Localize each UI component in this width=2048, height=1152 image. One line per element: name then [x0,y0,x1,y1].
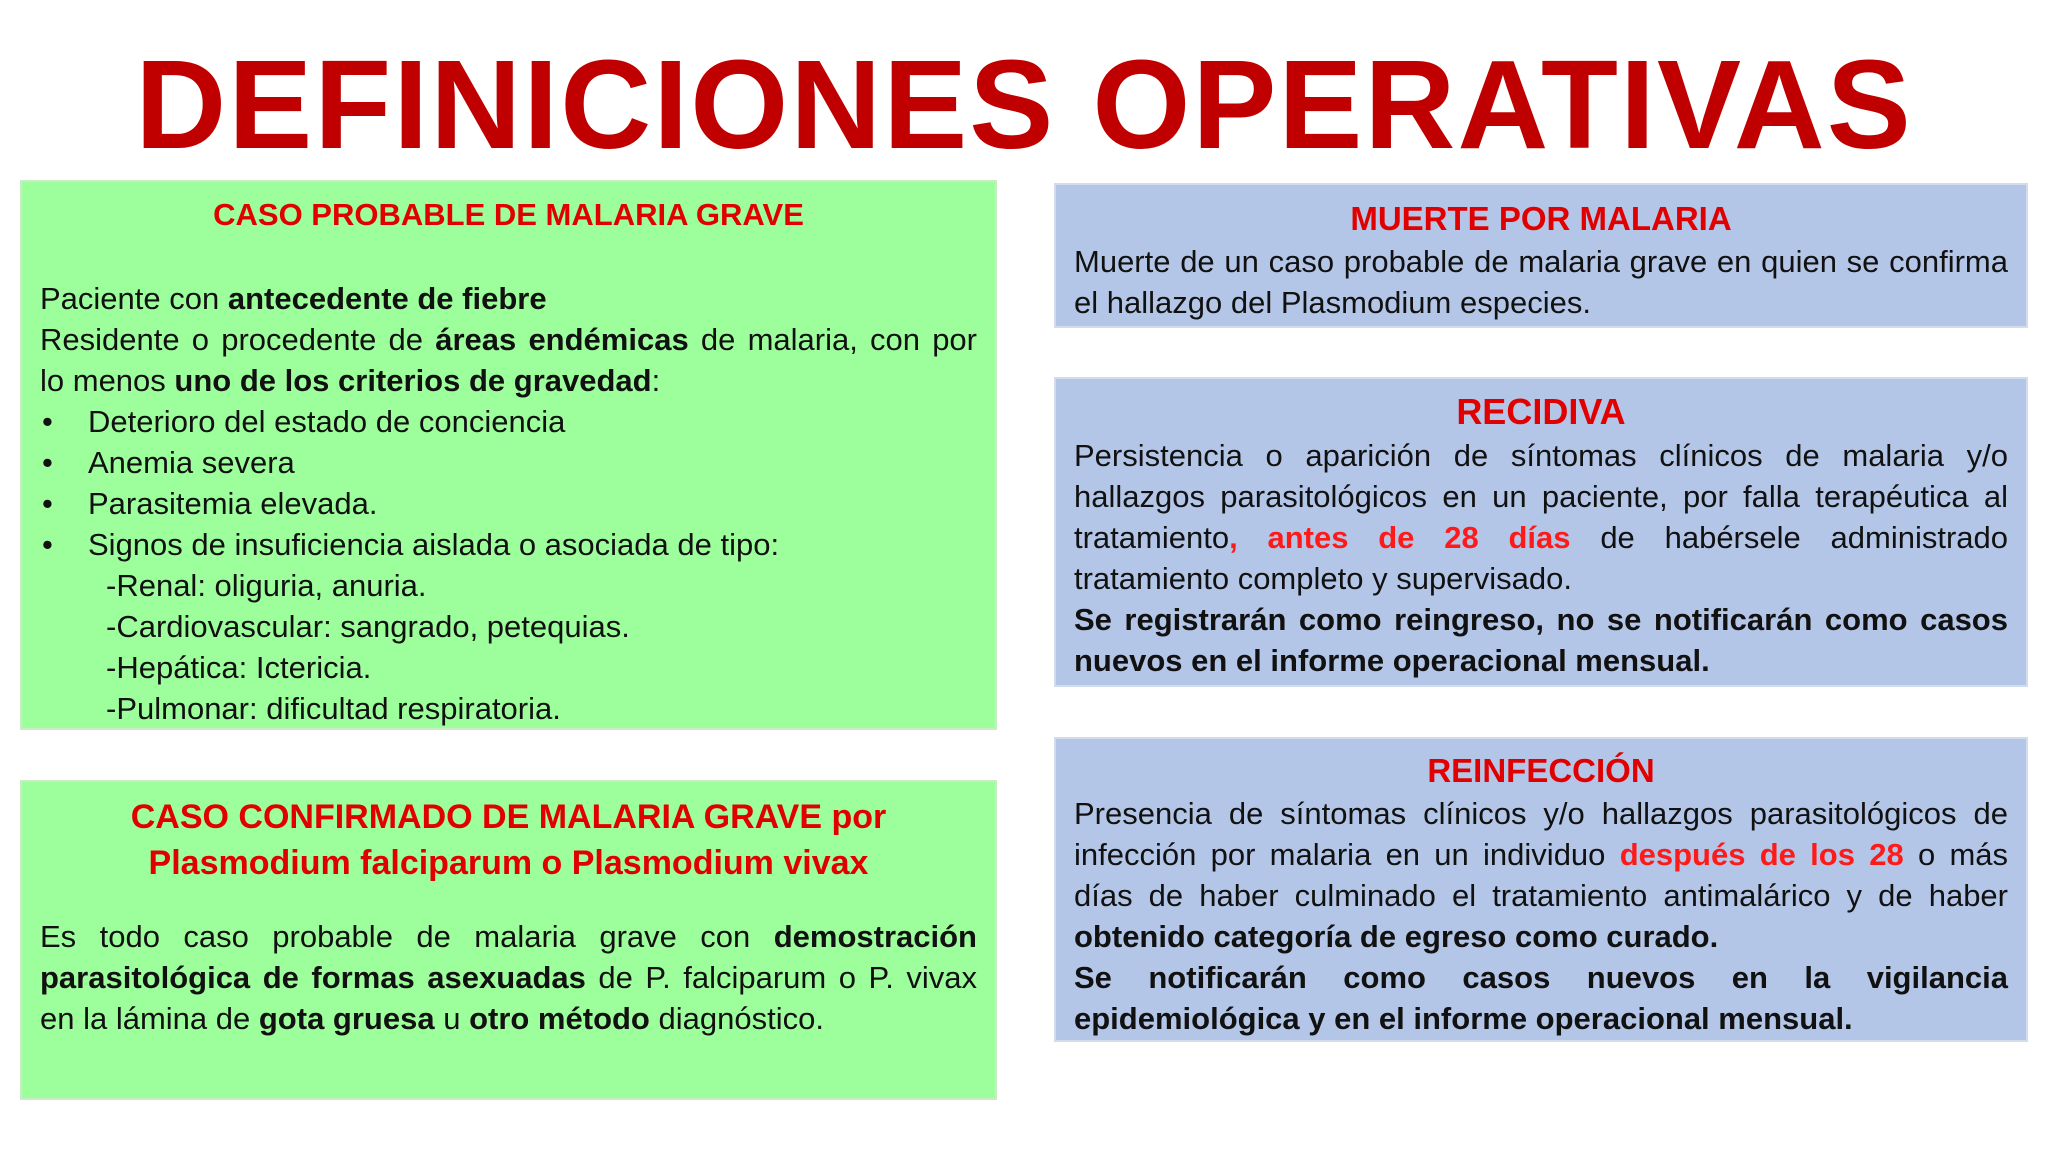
highlight-run: , antes de 28 días [1229,520,1571,555]
reinfection-note [1074,957,2008,1039]
page-title: DEFINICIONES OPERATIVAS [135,34,1913,175]
bullet-icon: • [42,445,53,480]
sub-criteria-item: -Cardiovascular: sangrado, petequias. [106,609,630,644]
death-box [1054,183,2028,328]
criteria-text: Signos de insuficiencia aislada o asociada de tipo: [88,527,780,562]
sub-criteria-item: -Hepática: Ictericia. [106,650,372,685]
confirmed-case-text [40,916,977,1039]
probable-case-heading: CASO PROBABLE DE MALARIA GRAVE [213,197,804,232]
relapse-note [1074,599,2008,681]
text-run: o más días de haber culminado el tratamiento antimalárico y de haber [1074,837,2009,913]
bold-run: antecedente de fiebre [227,281,547,316]
confirmed-case-box [20,780,997,1100]
bold-run: uno de los criterios de gravedad [174,363,652,398]
criteria-item [40,401,977,442]
text-run: Presencia de síntomas clínicos y/o hallazgos parasitológicos de infección por malaria en un individuo [1074,796,2008,872]
bullet-icon: • [42,404,53,439]
criteria-text: Anemia severa [88,445,295,480]
text-run: Paciente con [40,281,228,316]
text-run: Residente o procedente de [40,322,436,357]
bold-run: demostración parasitológica de formas asexuadas [40,919,977,995]
bullet-icon: • [42,527,53,562]
sub-criteria-item: -Renal: oliguria, anuria. [106,568,427,603]
bold-run: otro método [469,1001,650,1036]
probable-line-2 [40,319,977,401]
bold-run: Se notificarán como casos nuevos en la vigilancia epidemiológica y en el informe operacional mensual. [1074,960,2008,1036]
probable-line-1 [40,278,977,319]
bullet-icon: • [42,486,53,521]
criteria-item [40,442,977,483]
highlight-run: después de los 28 [1619,837,1904,872]
relapse-box [1054,377,2028,687]
criteria-item [40,483,977,524]
text-run: de malaria, con por lo menos [40,322,977,398]
text-run: Persistencia o aparición de síntomas clínicos de malaria y/o hallazgos parasitológicos en un paciente, por falla terapéutica al tratamiento [1074,438,2008,555]
reinfection-box [1054,737,2028,1042]
sub-criteria-item: -Pulmonar: dificultad respiratoria. [106,691,561,726]
criteria-text: Deterioro del estado de conciencia [88,404,566,439]
relapse-text [1074,435,2008,599]
bold-run: obtenido categoría de egreso como curado. [1074,919,1719,954]
text-run: de habérsele administrado tratamiento completo y supervisado. [1074,520,2009,596]
criteria-text: Parasitemia elevada. [88,486,378,521]
text-run: u [434,1001,470,1036]
text-run: diagnóstico. [649,1001,824,1036]
reinfection-text [1074,793,2008,957]
death-heading: MUERTE POR MALARIA [1350,200,1732,237]
criteria-item [40,524,977,565]
probable-case-box [20,180,997,730]
text-run: de P. falciparum o P. vivax en la lámina de [40,960,977,1036]
confirmed-case-heading: CASO CONFIRMADO DE MALARIA GRAVE por Plasmodium falciparum o Plasmodium vivax [130,798,887,882]
bold-run: Se registrarán como reingreso, no se notificarán como casos nuevos en el informe operacional mensual. [1074,602,2008,678]
death-text: Muerte de un caso probable de malaria grave en quien se confirma el hallazgo del Plasmodium especies. [1074,244,2008,320]
text-run: Es todo caso probable de malaria grave con [40,919,774,954]
text-run: : [651,363,661,398]
bold-run: áreas endémicas [435,322,689,357]
relapse-heading: RECIDIVA [1456,391,1626,432]
reinfection-heading: REINFECCIÓN [1427,752,1655,789]
bold-run: gota gruesa [258,1001,435,1036]
